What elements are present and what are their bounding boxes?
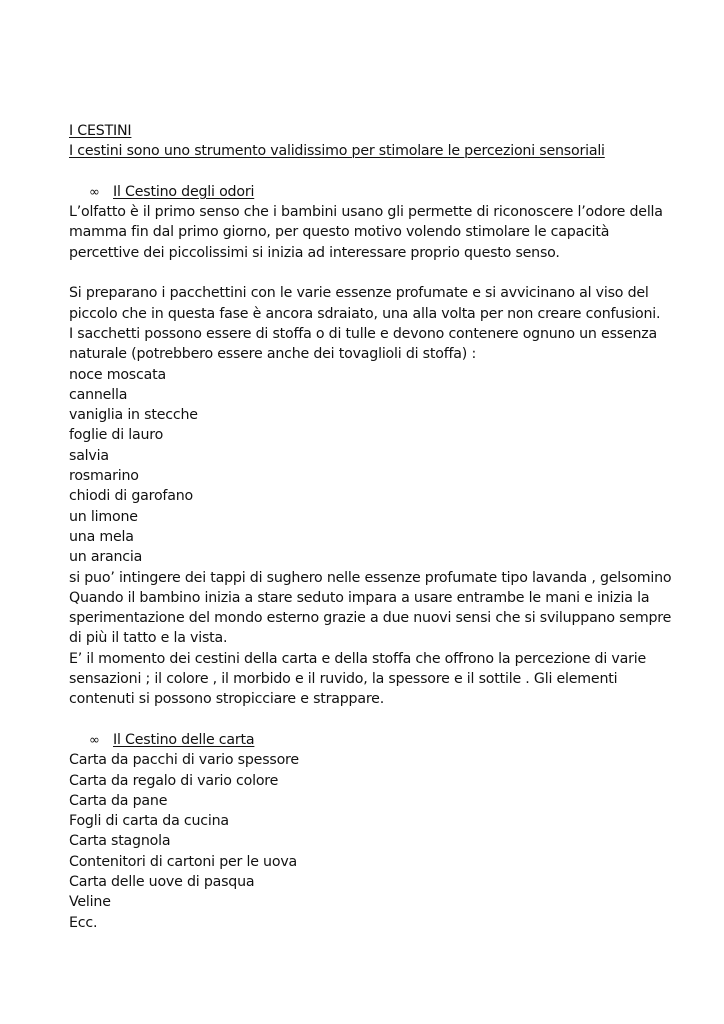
section-heading-odori	[69, 182, 659, 202]
list-item: Carta da pane	[69, 792, 168, 809]
text-line: Quando il bambino inizia a stare seduto impara a usare entrambe le mani e inizia la	[69, 589, 650, 606]
list-item: Veline	[69, 894, 111, 911]
spacer	[69, 162, 659, 182]
text-line: mamma fin dal primo giorno, per questo motivo volendo stimolare le capacità	[69, 224, 610, 241]
list-item: Ecc.	[69, 914, 98, 931]
list-item: rosmarino	[69, 468, 139, 485]
document-subtitle: I cestini sono uno strumento validissimo per stimolare le percezioni sensoriali	[69, 143, 605, 160]
list-item: foglie di lauro	[69, 427, 164, 444]
text-line: percettive dei piccolissimi si inizia ad interessare proprio questo senso.	[69, 244, 560, 261]
text-line: naturale (potrebbero essere anche dei tovaglioli di stoffa) :	[69, 346, 477, 363]
text-line: si puo’ intingere dei tappi di sughero nelle essenze profumate tipo lavanda , gelsomino	[69, 569, 672, 586]
list-item: una mela	[69, 528, 134, 545]
heading-text: Il Cestino delle carta	[113, 731, 255, 748]
text-line: sperimentazione del mondo esterno grazie a due nuovi sensi che si sviluppano sempre	[69, 610, 672, 627]
spacer	[69, 263, 659, 283]
text-line: sensazioni ; il colore , il morbido e il ruvido, la spessore e il sottile . Gli elementi	[69, 671, 618, 688]
document-title: I CESTINI	[69, 123, 132, 139]
paragraph-development	[69, 568, 672, 710]
document-page	[69, 121, 672, 933]
list-item: Fogli di carta da cucina	[69, 813, 229, 830]
text-line: I sacchetti possono essere di stoffa o di tulle e devono contenere ognuno un essenza	[69, 325, 658, 342]
list-item: vaniglia in stecche	[69, 407, 198, 424]
paragraph-intro	[69, 202, 663, 263]
list-item: Carta da pacchi di vario spessore	[69, 752, 299, 769]
list-item: Carta da regalo di vario colore	[69, 772, 279, 789]
infinity-bullet-icon: ∞	[89, 184, 100, 200]
section-heading-carta	[69, 730, 659, 750]
list-item: Carta delle uove di pasqua	[69, 873, 255, 890]
list-item: noce moscata	[69, 366, 166, 383]
text-line: Si preparano i pacchettini con le varie essenze profumate e si avvicinano al viso del	[69, 285, 649, 302]
paragraph-preparation	[69, 283, 659, 364]
infinity-bullet-icon: ∞	[89, 732, 100, 748]
text-line: di più il tatto e la vista.	[69, 630, 228, 647]
list-item: cannella	[69, 386, 128, 403]
text-line: L’olfatto è il primo senso che i bambini usano gli permette di riconoscere l’odore della	[69, 204, 663, 221]
list-item: Contenitori di cartoni per le uova	[69, 853, 298, 870]
text-line: contenuti si possono stropicciare e strappare.	[69, 691, 385, 708]
scent-list	[69, 365, 659, 568]
list-item: Carta stagnola	[69, 833, 171, 850]
text-line: piccolo che in questa fase è ancora sdraiato, una alla volta per non creare confusioni.	[69, 305, 661, 322]
list-item: un arancia	[69, 549, 143, 566]
list-item: chiodi di garofano	[69, 488, 193, 505]
paper-list	[69, 750, 659, 933]
heading-text: Il Cestino degli odori	[113, 183, 255, 200]
list-item: un limone	[69, 508, 138, 525]
spacer	[69, 710, 659, 730]
text-line: E’ il momento dei cestini della carta e della stoffa che offrono la percezione di varie	[69, 650, 646, 667]
list-item: salvia	[69, 447, 109, 464]
